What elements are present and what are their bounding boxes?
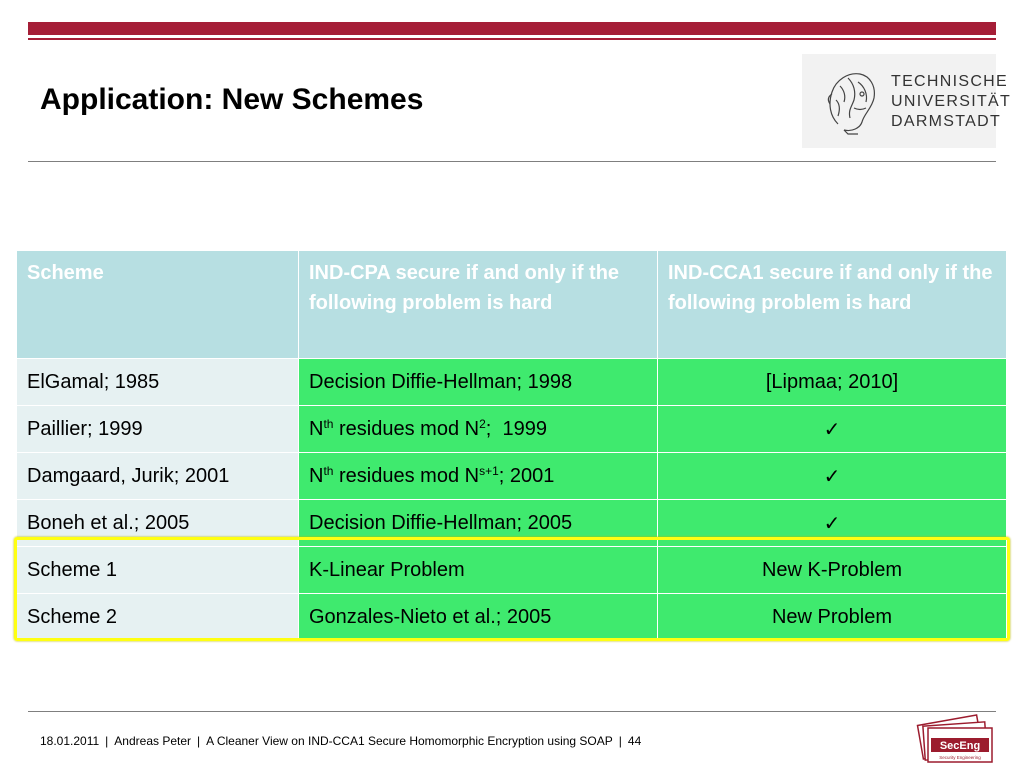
footer-page-number: 44 [627, 734, 642, 748]
cpa-superscript: th [323, 416, 334, 431]
scheme-cell: Scheme 2 [17, 594, 299, 641]
footer-divider [28, 711, 996, 712]
slide-title: Application: New Schemes [40, 83, 424, 116]
scheme-cell: Scheme 1 [17, 547, 299, 594]
table-header-row [17, 251, 1007, 359]
athena-head-icon [818, 64, 884, 136]
footer [40, 734, 641, 748]
cpa-year: ; 2001 [498, 464, 555, 487]
scheme-cell: ElGamal; 1985 [17, 359, 299, 406]
header-scheme: Scheme [17, 251, 299, 359]
cpa-cell: Gonzales-Nieto et al.; 2005 [299, 594, 658, 641]
top-accent-bar [28, 22, 996, 35]
table-row [17, 359, 1007, 406]
table-row [17, 406, 1007, 453]
scheme-cell: Paillier; 1999 [17, 406, 299, 453]
footer-talk-title: A Cleaner View on IND-CCA1 Secure Homomorphic Encryption using SOAP [206, 734, 613, 748]
footer-separator: | [197, 734, 201, 748]
header-ind-cpa: IND-CPA secure if and only if the following problem is hard [299, 251, 658, 359]
cpa-exponent: s+1 [479, 463, 499, 478]
seceng-logo-subtitle: Security Engineering [939, 755, 981, 760]
cpa-cell: Decision Diffie-Hellman; 2005 [299, 500, 658, 547]
new-schemes-highlight-box [14, 537, 1010, 641]
cpa-cell [299, 453, 658, 500]
cpa-year: ; 1999 [485, 417, 547, 440]
footer-separator: | [105, 734, 109, 748]
cpa-exponent: 2 [479, 416, 486, 431]
scheme-cell: Damgaard, Jurik; 2001 [17, 453, 299, 500]
checkmark-icon: ✓ [658, 453, 1007, 500]
table-row [17, 453, 1007, 500]
scheme-cell: Boneh et al.; 2005 [17, 500, 299, 547]
footer-author: Andreas Peter [114, 734, 192, 748]
logo-line-3: DARMSTADT [891, 113, 1002, 130]
cpa-base: N [309, 464, 324, 487]
seceng-logo-name: SecEng [939, 740, 981, 752]
title-divider [28, 161, 996, 162]
tu-darmstadt-logo [802, 54, 1012, 148]
cpa-cell: K-Linear Problem [299, 547, 658, 594]
footer-separator: | [618, 734, 622, 748]
cca1-cell: New K-Problem [658, 547, 1007, 594]
cpa-middle: residues mod N [333, 417, 480, 440]
cpa-superscript: th [323, 463, 334, 478]
header-ind-cca1: IND-CCA1 secure if and only if the following problem is hard [658, 251, 1007, 359]
seceng-logo [912, 714, 996, 766]
checkmark-icon: ✓ [658, 500, 1007, 547]
logo-line-1: TECHNISCHE [891, 73, 1009, 90]
cca1-cell: [Lipmaa; 2010] [658, 359, 1007, 406]
cpa-cell: Decision Diffie-Hellman; 1998 [299, 359, 658, 406]
cpa-middle: residues mod N [333, 464, 480, 487]
checkmark-icon: ✓ [658, 406, 1007, 453]
cca1-cell: New Problem [658, 594, 1007, 641]
top-accent-line [28, 38, 996, 40]
logo-line-2: UNIVERSITÄT [891, 93, 1012, 110]
cpa-cell [299, 406, 658, 453]
footer-date: 18.01.2011 [40, 734, 100, 748]
cpa-base: N [309, 417, 324, 440]
